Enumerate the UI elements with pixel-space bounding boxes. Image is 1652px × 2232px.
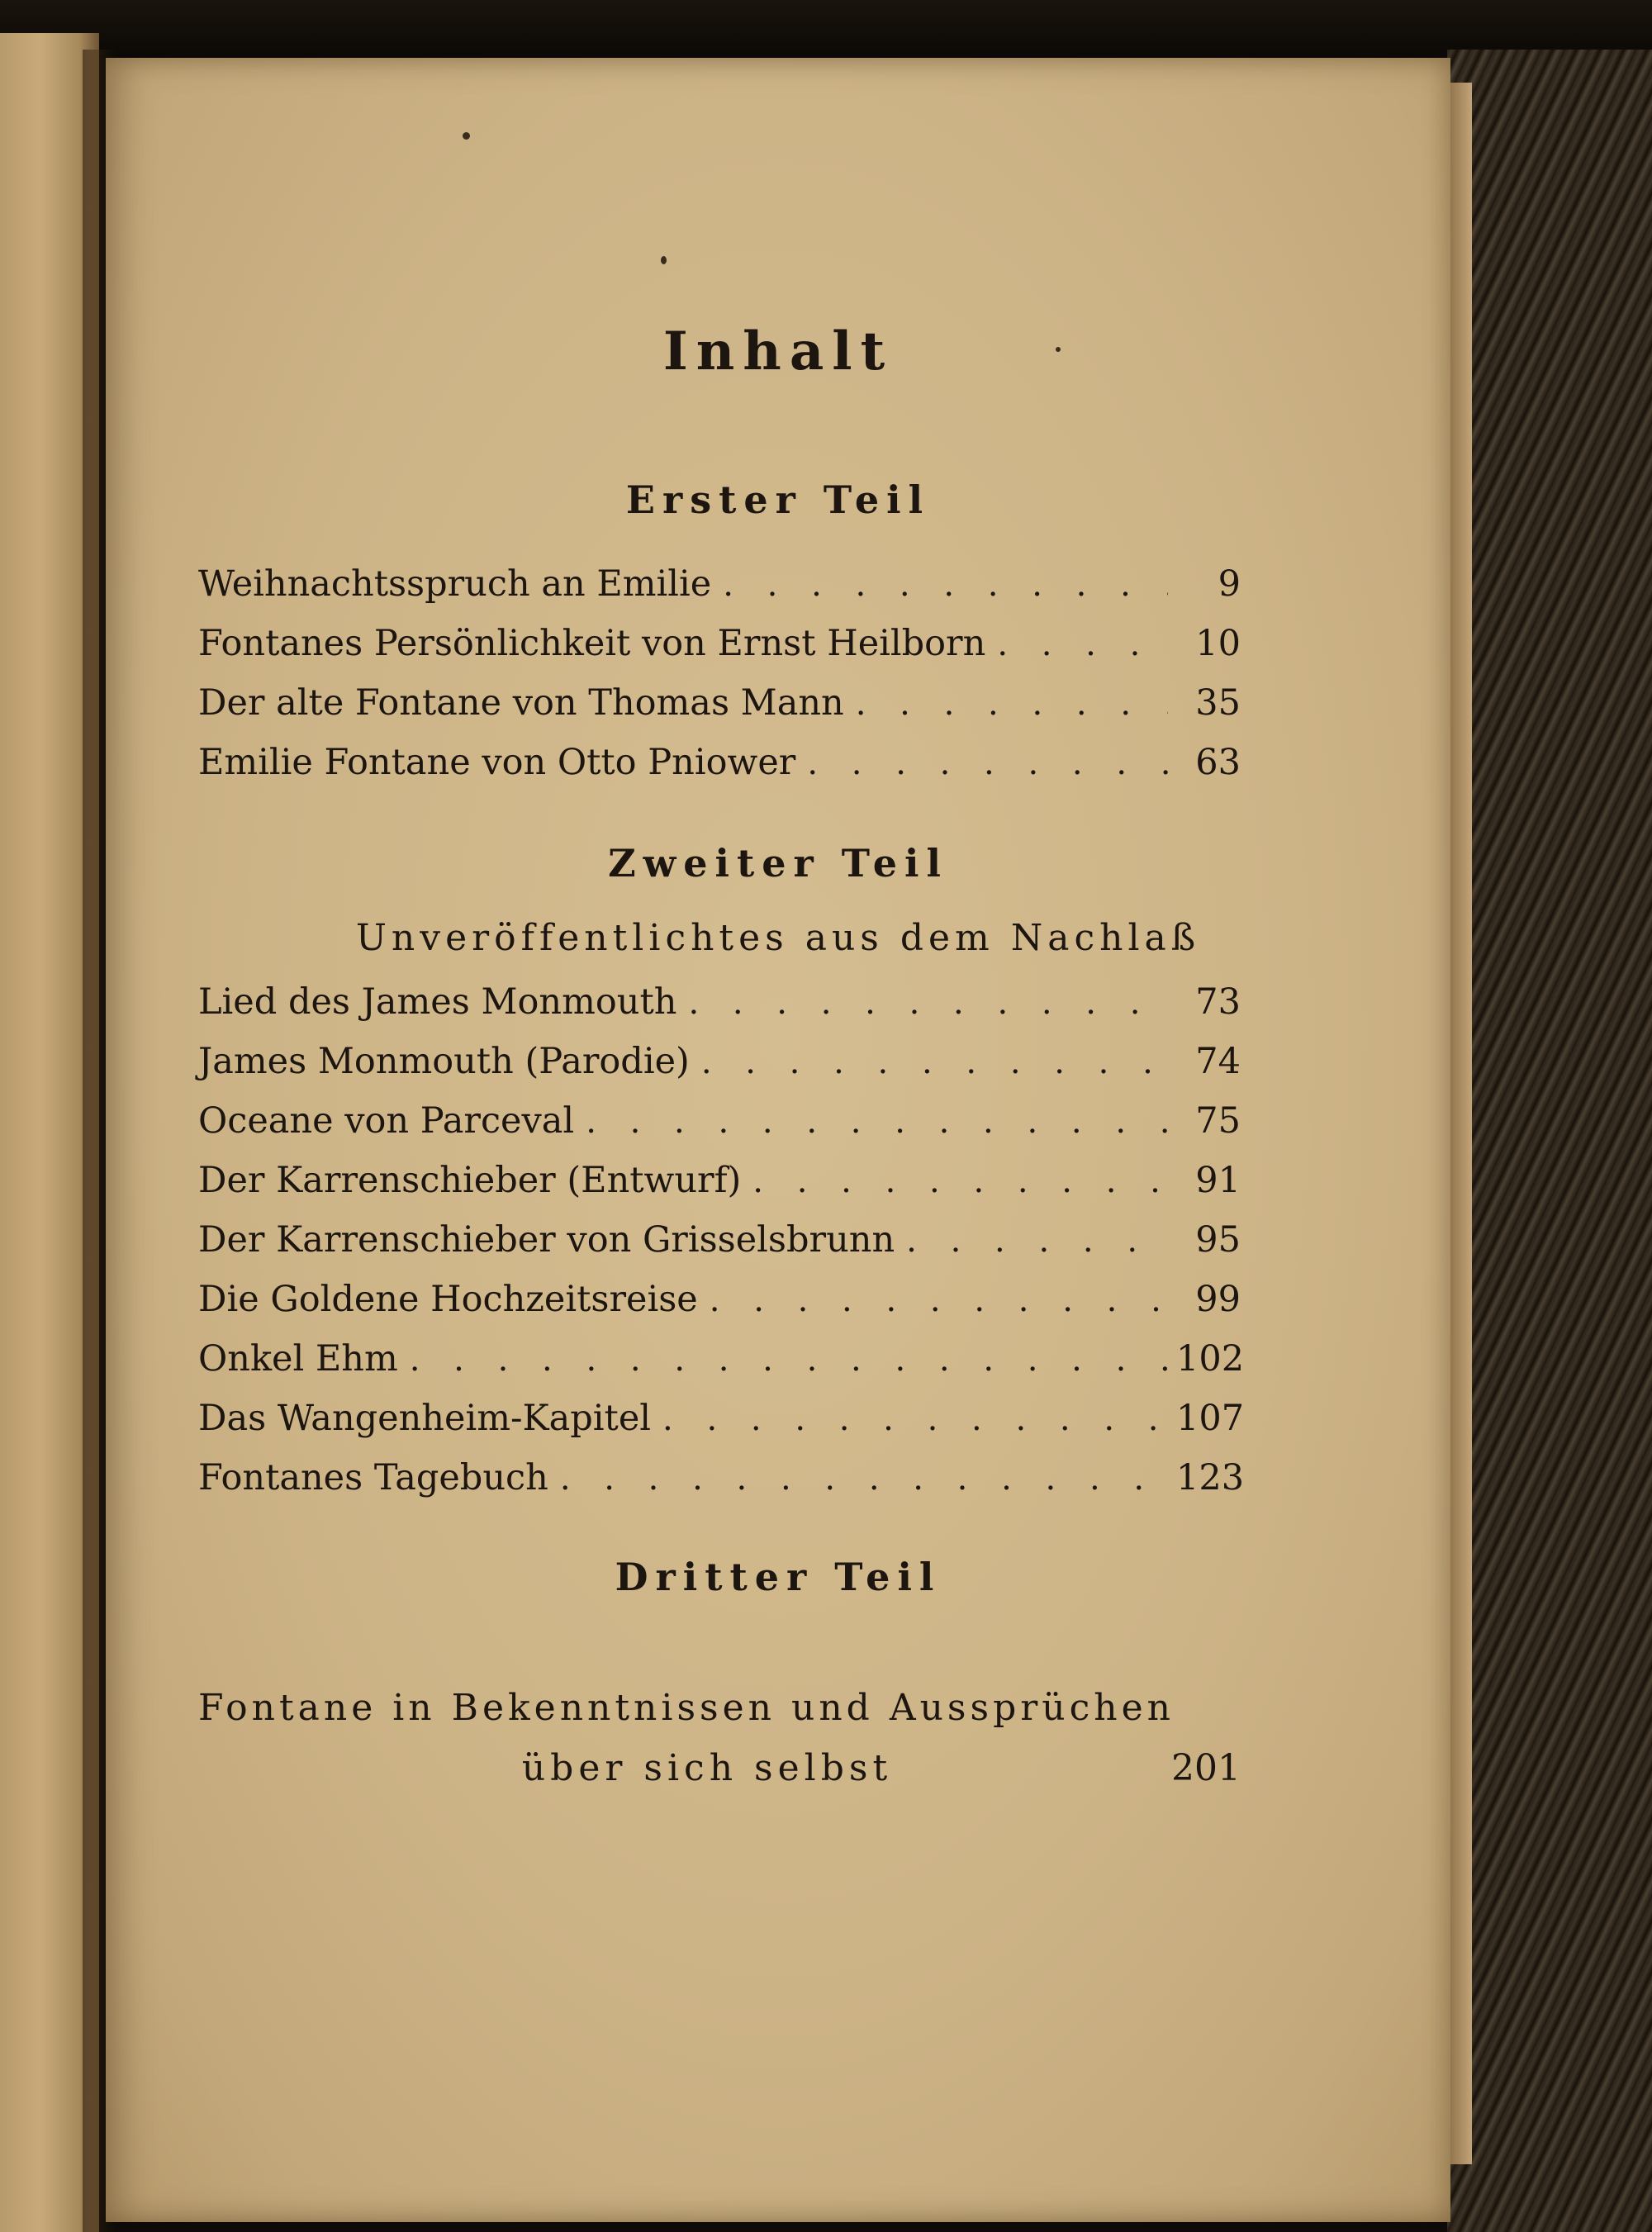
toc-entry[interactable] (198, 1219, 1241, 1279)
entry-title: Der Karrenschieber (Entwurf) (198, 1160, 742, 1201)
entry-page: 10 (1195, 623, 1241, 664)
toc-entry[interactable] (198, 1041, 1241, 1100)
book-cover-edge (1447, 50, 1652, 2232)
leader-dots (701, 1043, 1168, 1081)
entry-title: Onkel Ehm (198, 1338, 398, 1380)
leader-dots (710, 1281, 1168, 1319)
leader-dots (410, 1341, 1168, 1379)
entry-page: 102 (1176, 1338, 1245, 1380)
part-three-entry[interactable] (198, 1687, 1241, 1789)
toc-entry[interactable] (198, 1279, 1241, 1338)
leader-dots (723, 566, 1168, 604)
entry-title: Oceane von Parceval (198, 1100, 575, 1142)
entry-title: Fontanes Persönlichkeit von Ernst Heilborn (198, 623, 986, 664)
toc-entry[interactable] (198, 1160, 1241, 1219)
toc-entry[interactable] (198, 1338, 1245, 1398)
page-block-edge (1447, 83, 1472, 2164)
toc-entry[interactable] (198, 981, 1241, 1041)
entry-page: 107 (1176, 1398, 1245, 1439)
toc-entry[interactable] (198, 1100, 1241, 1160)
entry-page: 9 (1218, 563, 1241, 605)
entry-page: 75 (1195, 1100, 1241, 1142)
leader-dots (807, 744, 1168, 782)
part-three-heading: Dritter Teil (615, 1555, 942, 1599)
part-one-list (198, 563, 1241, 801)
toc-entry[interactable] (198, 682, 1241, 742)
entry-title-line-2: über sich selbst (521, 1747, 893, 1789)
leader-dots (662, 1400, 1168, 1438)
toc-entry[interactable] (198, 742, 1241, 801)
contents-page (106, 58, 1450, 2222)
entry-page: 201 (1171, 1747, 1241, 1789)
entry-title: Emilie Fontane von Otto Pniower (198, 742, 796, 783)
entry-title: Der Karrenschieber von Grisselsbrunn (198, 1219, 895, 1261)
entry-page: 99 (1195, 1279, 1241, 1320)
entry-title: Lied des James Monmouth (198, 981, 677, 1023)
toc-entry[interactable] (198, 1398, 1245, 1457)
page-title: Inhalt (662, 321, 894, 382)
part-two-heading: Zweiter Teil (608, 841, 948, 886)
leader-dots (752, 1162, 1168, 1200)
entry-page: 91 (1195, 1160, 1241, 1201)
toc-entry[interactable] (198, 563, 1241, 623)
leader-dots (906, 1222, 1168, 1260)
entry-page: 74 (1195, 1041, 1241, 1082)
entry-title: Weihnachtsspruch an Emilie (198, 563, 712, 605)
leader-dots (997, 625, 1168, 663)
entry-page: 73 (1195, 981, 1241, 1023)
entry-title-line-1: Fontane in Bekenntnissen und Aussprüchen (198, 1687, 1175, 1729)
entry-page: 35 (1195, 682, 1241, 724)
entry-page: 123 (1176, 1457, 1245, 1498)
toc-entry[interactable] (198, 1457, 1245, 1517)
background-edge (0, 0, 1652, 58)
toc-entry[interactable] (198, 623, 1241, 682)
leader-dots (586, 1103, 1168, 1141)
leader-dots (688, 984, 1168, 1022)
entry-title: Die Goldene Hochzeitsreise (198, 1279, 698, 1320)
part-one-heading: Erster Teil (625, 477, 931, 522)
entry-page: 63 (1195, 742, 1241, 783)
entry-title: James Monmouth (Parodie) (198, 1041, 690, 1082)
entry-title: Das Wangenheim-Kapitel (198, 1398, 652, 1439)
entry-second-line (198, 1747, 1241, 1789)
leader-dots (560, 1460, 1168, 1498)
paper-speck (661, 256, 667, 264)
paper-speck (463, 132, 470, 140)
entry-title: Der alte Fontane von Thomas Mann (198, 682, 844, 724)
entry-page: 95 (1195, 1219, 1241, 1261)
leader-dots (856, 685, 1168, 723)
entry-title: Fontanes Tagebuch (198, 1457, 548, 1498)
part-two-list (198, 981, 1245, 1517)
part-two-subheading: Unveröffentlichtes aus dem Nachlaß (355, 917, 1201, 959)
